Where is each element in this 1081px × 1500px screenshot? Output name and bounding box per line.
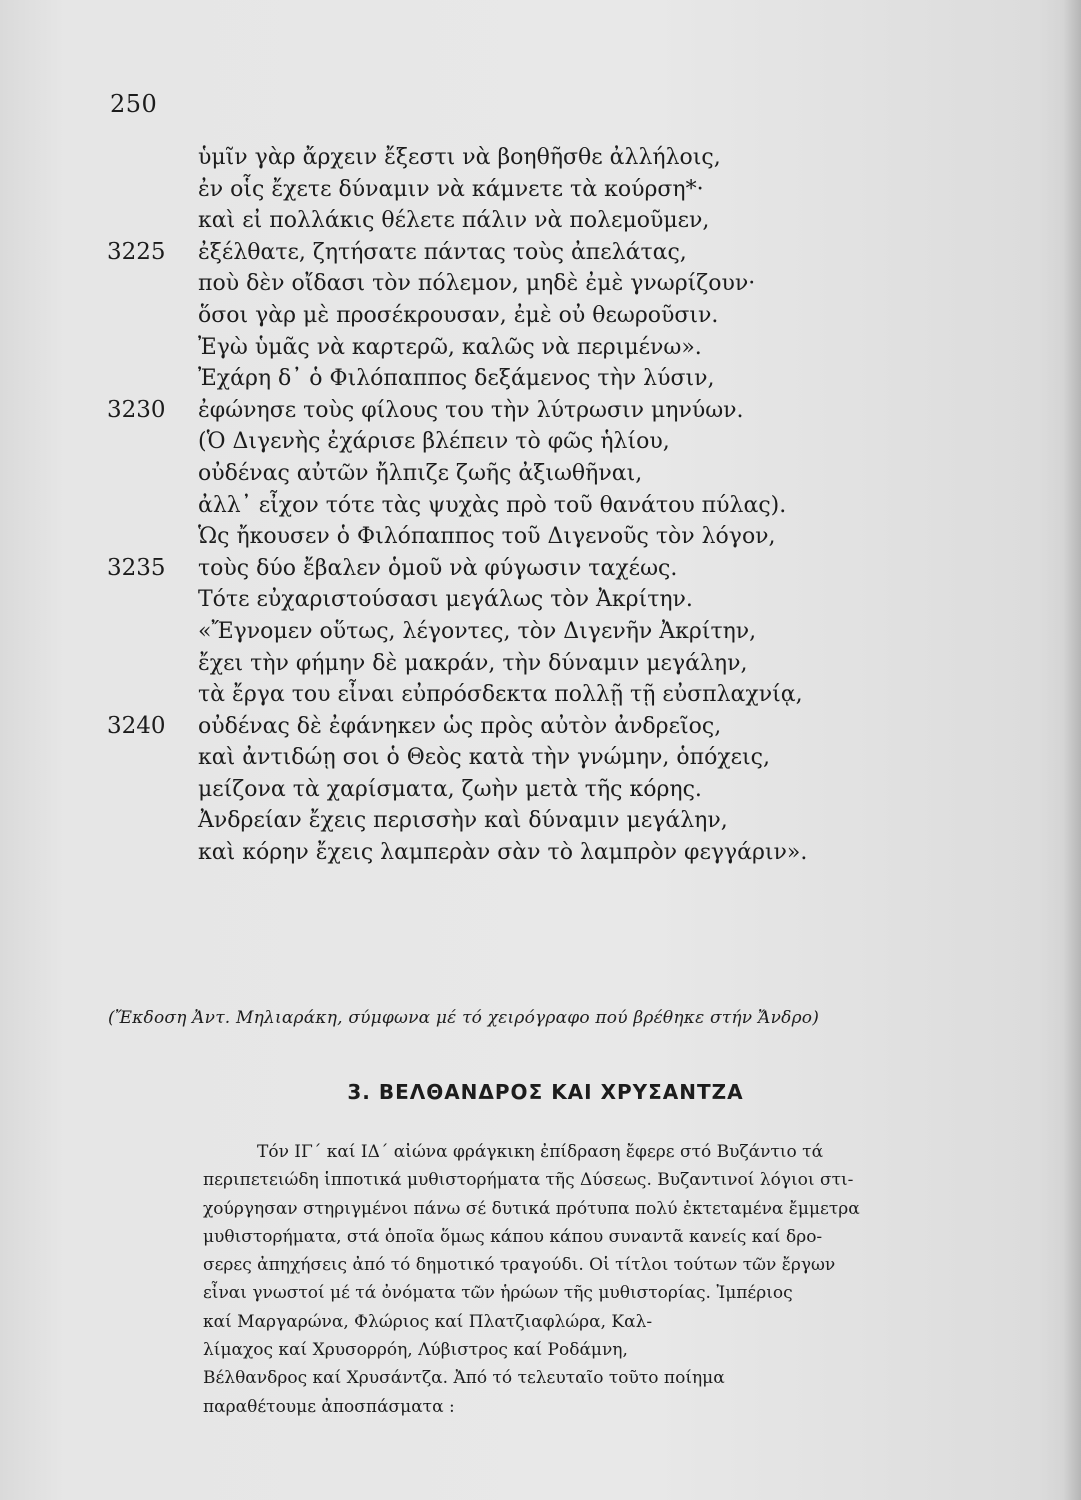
verse-text: μείζονα τὰ χαρίσματα, ζωὴν μετὰ τῆς κόρης.: [198, 776, 702, 802]
verse-text: καὶ κόρην ἔχεις λαμπερὰν σὰν τὸ λαμπρὸν φεγγάριν».: [198, 840, 808, 866]
verse-text: τὰ ἔργα του εἶναι εὐπρόσδεκτα πολλῇ τῇ εὐσπλαχνίᾳ,: [198, 682, 803, 708]
verse-line: [0, 521, 1081, 553]
verse-text: τοὺς δύο ἔβαλεν ὁμοῦ νὰ φύγωσιν ταχέως.: [198, 555, 678, 581]
verse-text: (Ὁ Διγενὴς ἐχάρισε βλέπειν τὸ φῶς ἡλίου,: [198, 429, 670, 455]
verse-line: [0, 426, 1081, 458]
line-number: 3235: [107, 554, 166, 581]
section-heading: 3. ΒΕΛΘΑΝΔΡΟΣ ΚΑΙ ΧΡΥΣΑΝΤΖΑ: [347, 1080, 744, 1104]
prose-line: περιπετειώδη ἱπποτικά μυθιστορήματα τῆς Δύσεως. Βυζαντινοί λόγιοι στι-: [203, 1170, 854, 1191]
verse-text: ποὺ δὲν οἴδασι τὸν πόλεμον, μηδὲ ἐμὲ γνωρίζουν·: [198, 271, 756, 297]
prose-line: Βέλθανδρος καί Χρυσάντζα. Ἀπό τό τελευταῖο τοῦτο ποίημα: [203, 1368, 725, 1389]
verse-line: [0, 205, 1081, 237]
verse-line: [0, 363, 1081, 395]
verse-text: Ὡς ἤκουσεν ὁ Φιλόπαππος τοῦ Διγενοῦς τὸν λόγον,: [198, 524, 776, 550]
verse-line: [0, 837, 1081, 869]
verse-text: ἐφώνησε τοὺς φίλους του τὴν λύτρωσιν μηνύων.: [198, 397, 744, 423]
verse-text: ἐξέλθατε, ζητήσατε πάντας τοὺς ἀπελάτας,: [198, 239, 687, 265]
verse-text: «Ἔγνομεν οὕτως, λέγοντες, τὸν Διγενῆν Ἀκρίτην,: [198, 618, 757, 644]
verse-text: Τότε εὐχαριστούσασι μεγάλως τὸν Ἀκρίτην.: [198, 587, 693, 613]
verse-line: [0, 268, 1081, 300]
prose-line: καί Μαργαρώνα, Φλώριος καί Πλατζιαφλώρα, Καλ-: [203, 1311, 653, 1332]
verse-text: ὑμῖν γὰρ ἄρχειν ἔξεστι νὰ βοηθῆσθε ἀλλήλοις,: [198, 145, 721, 170]
verse-line: [0, 458, 1081, 490]
prose-line: χούργησαν στηριγμένοι πάνω σέ δυτικά πρότυπα πολύ ἐκτεταμένα ἔμμετρα: [203, 1198, 860, 1219]
page-number: 250: [110, 90, 158, 118]
verse-text: Ἐχάρη δ᾽ ὁ Φιλόπαππος δεξάμενος τὴν λύσιν,: [198, 366, 715, 392]
verse-line: [0, 490, 1081, 522]
verse-line: [0, 174, 1081, 206]
verse-text: οὐδένας αὐτῶν ἤλπιζε ζωῆς ἀξιωθῆναι,: [198, 460, 643, 486]
prose-line: εἶναι γνωστοί μέ τά ὀνόματα τῶν ἡρώων τῆς μυθιστορίας. Ἰμπέριος: [203, 1283, 793, 1304]
verse-line: [0, 679, 1081, 711]
verse-text: ἐν οἷς ἔχετε δύναμιν νὰ κάμνετε τὰ κούρση*·: [198, 176, 704, 202]
verse-line: [0, 584, 1081, 616]
verse-line: [0, 395, 1081, 427]
line-number: 3225: [107, 238, 166, 265]
verse-text: Ἀνδρείαν ἔχεις περισσὴν καὶ δύναμιν μεγάλην,: [198, 808, 728, 834]
verse-line: [0, 742, 1081, 774]
verse-line: [0, 300, 1081, 332]
verse-line: [0, 332, 1081, 364]
verse-line: [0, 142, 1081, 174]
verse-line: [0, 711, 1081, 743]
verse-line: [0, 553, 1081, 585]
prose-paragraph: [203, 1138, 953, 1421]
verse-text: ὅσοι γὰρ μὲ προσέκρουσαν, ἐμὲ οὐ θεωροῦσιν.: [198, 302, 719, 328]
verse-line: [0, 616, 1081, 648]
prose-line: λίμαχος καί Χρυσορρόη, Λύβιστρος καί Ροδάμνη,: [203, 1340, 628, 1361]
verse-line: [0, 805, 1081, 837]
line-number: 3240: [107, 712, 166, 739]
source-note: (Ἔκδοση Ἀντ. Μηλιαράκη, σύμφωνα μέ τό χειρόγραφο πού βρέθηκε στήν Ἄνδρο): [108, 1008, 820, 1028]
prose-line: Τόν ΙΓ΄ καί ΙΔ΄ αἰώνα φράγκικη ἐπίδραση ἔφερε στό Βυζάντιο τά: [257, 1142, 824, 1162]
prose-line: παραθέτουμε ἀποσπάσματα :: [203, 1396, 455, 1417]
verse-text: καὶ εἰ πολλάκις θέλετε πάλιν νὰ πολεμοῦμεν,: [198, 208, 710, 234]
verse-text: καὶ ἀντιδώῃ σοι ὁ Θεὸς κατὰ τὴν γνώμην, ὁπόχεις,: [198, 745, 770, 771]
verse-text: ἔχει τὴν φήμην δὲ μακράν, τὴν δύναμιν μεγάλην,: [198, 650, 748, 676]
verse-text: Ἐγὼ ὑμᾶς νὰ καρτερῶ, καλῶς νὰ περιμένω».: [198, 334, 702, 360]
verse-line: [0, 774, 1081, 806]
verse-block: [0, 142, 1081, 869]
verse-line: [0, 648, 1081, 680]
verse-text: ἀλλ᾽ εἶχον τότε τὰς ψυχὰς πρὸ τοῦ θανάτου πύλας).: [198, 492, 787, 518]
line-number: 3230: [107, 396, 166, 423]
prose-line: μυθιστορήματα, στά ὁποῖα ὅμως κάπου κάπου συναντᾶ κανείς καί δρο-: [203, 1226, 823, 1247]
verse-line: [0, 237, 1081, 269]
prose-line: σερες ἀπηχήσεις ἀπό τό δημοτικό τραγούδι. Οἱ τίτλοι τούτων τῶν ἔργων: [203, 1255, 836, 1276]
verse-text: οὐδένας δὲ ἐφάνηκεν ὡς πρὸς αὐτὸν ἀνδρεῖος,: [198, 713, 722, 739]
